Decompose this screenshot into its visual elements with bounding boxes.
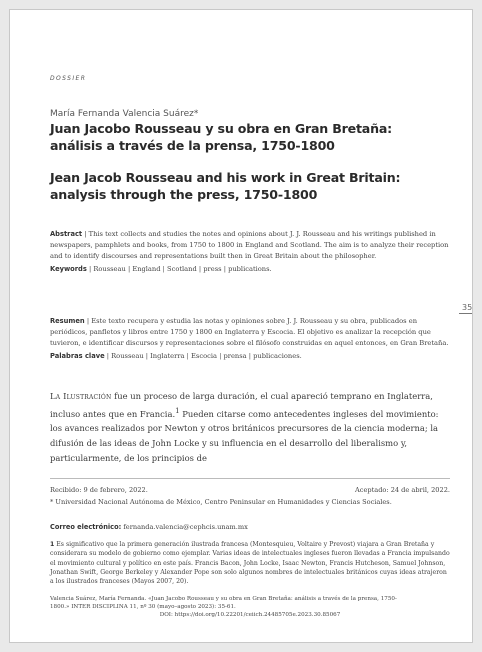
resumen-paragraph — [50, 316, 450, 350]
keywords-label: Keywords — [50, 264, 87, 273]
abstract-spanish — [50, 316, 450, 362]
palabras-clave-separator: | — [104, 351, 112, 360]
title-es-line1: Juan Jacobo Rousseau y su obra en Gran Bretaña: — [50, 121, 393, 136]
footnote-number: 1 — [50, 541, 55, 548]
page-number-rule — [459, 313, 473, 314]
keywords-paragraph — [50, 264, 450, 275]
abstract-label: Abstract — [50, 230, 83, 238]
footnote-reference[interactable]: 1 — [175, 406, 180, 415]
body-smallcaps-lead: La Ilustración — [50, 391, 112, 401]
abstract-separator: | — [82, 230, 89, 238]
dates-row — [50, 486, 450, 494]
abstract-paragraph — [50, 229, 450, 263]
section-label: DOSSIER — [50, 75, 87, 82]
title-en-line1: Jean Jacob Rousseau and his work in Great Britain: — [50, 170, 401, 185]
citation-line1: Valencia Suárez, María Fernanda. «Juan Jacobo Rousseau y su obra en Gran Bretaña: análisis a través de la prensa, 1750- — [50, 596, 397, 602]
body-text-part2: Pueden citarse como antecedentes ingleses del movimiento: los avances realizados por Newton y otros británicos precursores de la ciencia moderna; la difusión de las ideas de John Locke y su influencia en el desarrollo del liberalismo y, particularmente, de los principios de — [50, 408, 439, 463]
citation-block — [50, 596, 450, 619]
palabras-clave-paragraph — [50, 351, 450, 362]
journal-page — [9, 9, 473, 643]
email-address[interactable]: fernanda.valencia@cephcis.unam.mx — [123, 523, 248, 531]
keywords-separator: | — [86, 264, 94, 273]
body-paragraph — [50, 389, 452, 466]
body-text-part1: fue un proceso de larga duración, el cual apareció temprano en Inglaterra, incluso antes que en Francia. — [50, 391, 433, 419]
footnote-1 — [50, 540, 450, 586]
author-affiliation: * Universidad Nacional Autónoma de México, Centro Peninsular en Humanidades y Ciencias Sociales. — [50, 498, 392, 506]
email-line — [50, 523, 248, 531]
citation-line2: 1800.» INTER DISCIPLINA 11, nº 30 (mayo–agosto 2023): 35-61. — [50, 603, 236, 610]
palabras-clave-text: Rousseau | Inglaterra | Escocia | prensa | publicaciones. — [111, 351, 302, 360]
title-spanish — [50, 120, 450, 154]
citation-doi[interactable]: DOI: https://doi.org/10.22201/ceiich.24485705e.2023.30.85067 — [159, 611, 341, 618]
footnote-rule — [50, 478, 450, 479]
email-label: Correo electrónico: — [50, 523, 122, 531]
abstract-text: This text collects and studies the notes and opinions about J. J. Rousseau and his writings published in newspapers, pamphlets and books, from 1750 to 1800 in England and Scotland. The aim is to analyze their reception and to identify discourses and representations built then in Great Britain about the philosopher. — [50, 230, 449, 261]
page-number: 35 — [462, 303, 473, 312]
resumen-label: Resumen — [50, 317, 85, 325]
title-en-line2: analysis through the press, 1750-1800 — [50, 187, 318, 202]
accepted-date: Aceptado: 24 de abril, 2022. — [355, 486, 450, 494]
palabras-clave-label: Palabras clave — [50, 351, 105, 360]
footnote-text: Es significativo que la primera generación ilustrada francesa (Montesquieu, Voltaire y Prevost) viajara a Gran Bretaña y considerara su modelo de gobierno como ejemplar. Varias ideas de intelectuales ingleses fueron llevadas a Francia impulsando el movimiento cultural y político en este país. Francis Bacon, John Locke, Isaac Newton, Francis Hutcheson, Samuel Johnson, Jonathan Swift, George Berkeley y Alexander Pope son solo algunos nombres de intelectuales británicos cuyas ideas atrajeron a los ilustrados franceses (Mayos 2007, 20). — [50, 541, 450, 586]
title-english — [50, 169, 450, 203]
received-date: Recibido: 9 de febrero, 2022. — [50, 486, 148, 494]
author-name: María Fernanda Valencia Suárez* — [50, 109, 199, 119]
resumen-text: Este texto recupera y estudia las notas y opiniones sobre J. J. Rousseau y su obra, publicados en periódicos, panfletos y libros entre 1750 y 1800 en Inglaterra y Escocia. El objetivo es analizar la recepción que tuvieron, e identificar discursos y representaciones sobre el filósofo construidas en aquel entonces, en Gran Bretaña. — [50, 317, 449, 348]
title-es-line2: análisis a través de la prensa, 1750-1800 — [50, 138, 335, 153]
keywords-text: Rousseau | England | Scotland | press | publications. — [93, 264, 272, 273]
abstract-english — [50, 229, 450, 275]
resumen-separator: | — [84, 317, 92, 325]
